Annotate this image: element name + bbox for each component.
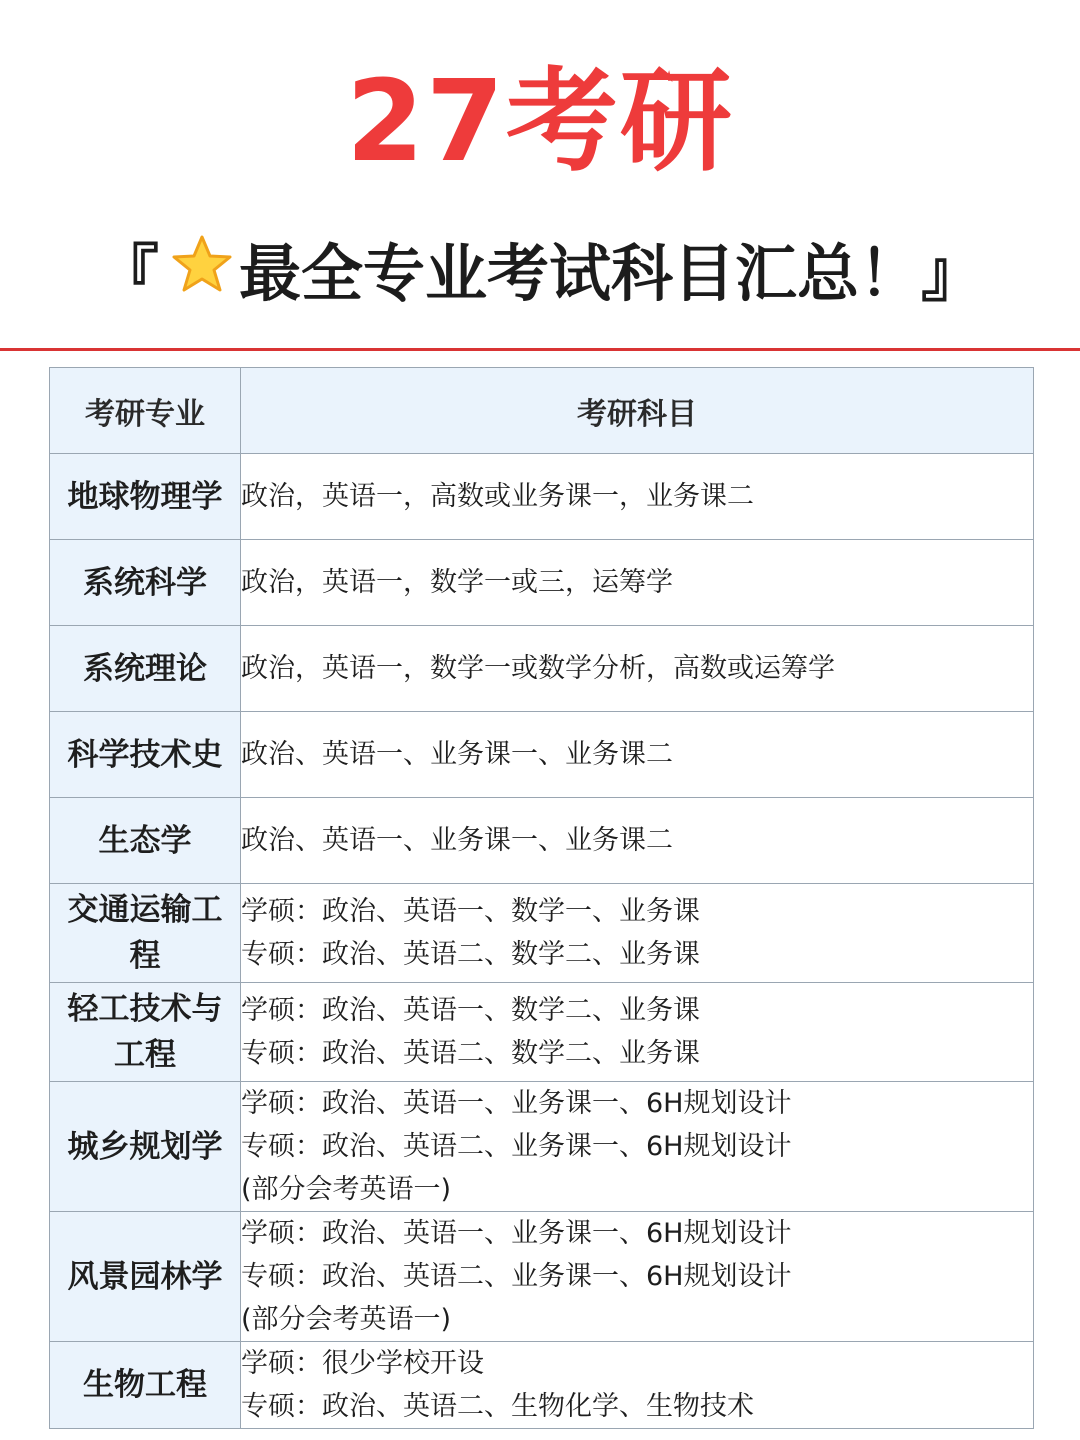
major-cell — [50, 884, 241, 983]
subjects-cell — [241, 1212, 1034, 1342]
subtitle-open-bracket: 『 — [96, 237, 159, 311]
subjects-cell — [241, 626, 1034, 712]
major-name: 轻工技术与 — [67, 991, 223, 1027]
subjects-cell — [241, 454, 1034, 540]
subject-line: 学硕：政治、英语一、业务课一、6H规划设计 — [241, 1218, 792, 1249]
major-name: 科学技术史 — [67, 736, 223, 773]
subjects-cell — [241, 540, 1034, 626]
subject-line: 学硕：政治、英语一、业务课一、6H规划设计 — [241, 1088, 792, 1119]
table-row — [50, 1082, 1034, 1212]
major-cell — [50, 454, 241, 540]
major-name: 工程 — [114, 1037, 176, 1073]
major-cell — [50, 1212, 241, 1342]
header-subjects: 考研科目 — [241, 368, 1034, 454]
major-name: 生态学 — [98, 822, 192, 859]
subject-line: (部分会考英语一) — [241, 1174, 452, 1205]
subject-line: 政治，英语一，高数或业务课一，业务课二 — [241, 481, 754, 512]
table-header-row — [50, 368, 1034, 454]
subjects-cell — [241, 712, 1034, 798]
major-name: 生物工程 — [83, 1367, 207, 1403]
subject-line: 专硕：政治、英语二、业务课一、6H规划设计 — [241, 1261, 792, 1292]
page-subtitle — [0, 228, 1080, 328]
major-name: 地球物理学 — [67, 478, 223, 515]
subjects-cell — [241, 1082, 1034, 1212]
subjects-cell — [241, 884, 1034, 983]
table-row — [50, 712, 1034, 798]
major-cell — [50, 1082, 241, 1212]
table-row — [50, 1212, 1034, 1342]
subjects-cell — [241, 798, 1034, 884]
star-icon — [171, 228, 233, 318]
exam-subjects-table — [49, 367, 1034, 1429]
subject-line: 政治、英语一、业务课一、业务课二 — [241, 739, 673, 770]
table-row — [50, 540, 1034, 626]
table-row — [50, 884, 1034, 983]
subjects-cell — [241, 1342, 1034, 1429]
subject-line: 专硕：政治、英语二、生物化学、生物技术 — [241, 1391, 754, 1422]
table-row — [50, 1342, 1034, 1429]
subtitle-close-bracket: 』 — [921, 237, 984, 311]
major-name: 风景园林学 — [67, 1258, 223, 1295]
table-body — [50, 454, 1034, 1429]
major-cell — [50, 798, 241, 884]
major-cell — [50, 1342, 241, 1429]
major-cell — [50, 712, 241, 798]
subject-line: 专硕：政治、英语二、数学二、业务课 — [241, 939, 700, 970]
table-row — [50, 983, 1034, 1082]
subject-line: 政治、英语一、业务课一、业务课二 — [241, 825, 673, 856]
subject-line: 学硕：政治、英语一、数学一、业务课 — [241, 896, 700, 927]
subtitle-text: 最全专业考试科目汇总！ — [238, 237, 921, 311]
header-major: 考研专业 — [50, 368, 241, 454]
subject-line: 专硕：政治、英语二、数学二、业务课 — [241, 1038, 700, 1069]
subject-line: 政治，英语一，数学一或数学分析，高数或运筹学 — [241, 653, 835, 684]
major-name: 系统理论 — [83, 650, 207, 687]
table-row — [50, 798, 1034, 884]
major-cell — [50, 626, 241, 712]
major-name: 交通运输工 — [67, 892, 223, 928]
subject-line: 政治，英语一，数学一或三，运筹学 — [241, 567, 673, 598]
table-row — [50, 626, 1034, 712]
subject-line: 学硕：政治、英语一、数学二、业务课 — [241, 995, 700, 1026]
major-cell — [50, 983, 241, 1082]
title-divider — [0, 348, 1080, 351]
subject-line: 学硕：很少学校开设 — [241, 1348, 484, 1379]
major-name: 程 — [129, 938, 161, 974]
page-title: 27考研 — [346, 57, 734, 187]
subjects-cell — [241, 983, 1034, 1082]
major-name: 系统科学 — [83, 564, 207, 601]
major-cell — [50, 540, 241, 626]
major-name: 城乡规划学 — [67, 1128, 223, 1165]
subject-line: 专硕：政治、英语二、业务课一、6H规划设计 — [241, 1131, 792, 1162]
subject-line: (部分会考英语一) — [241, 1304, 452, 1335]
table-row — [50, 454, 1034, 540]
